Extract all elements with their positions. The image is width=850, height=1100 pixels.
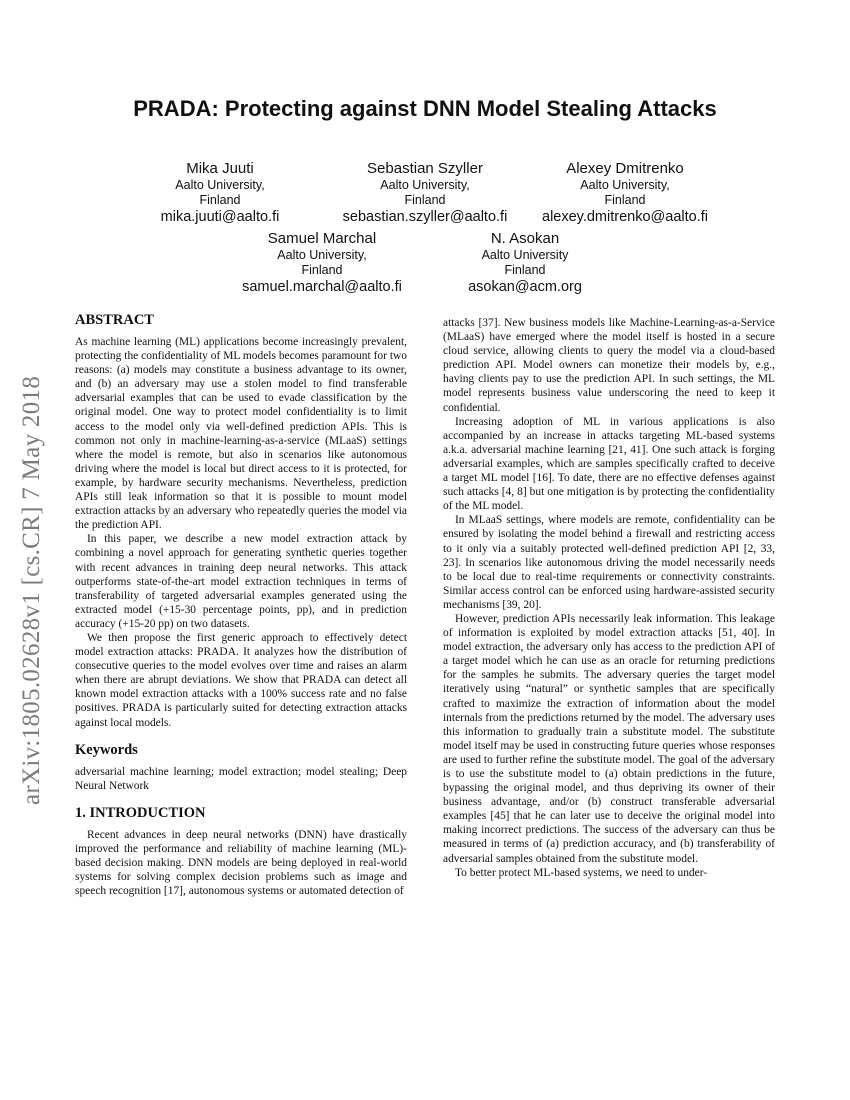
author-name: Sebastian Szyller (367, 160, 483, 177)
author-block (320, 160, 530, 226)
abstract-paragraph: In this paper, we describe a new model extraction attack by combining a novel approach for generating synthetic queries together with recent advances in training deep neural networks. This attack outperforms state-of-the-art model extraction techniques in terms of transferability of targeted adversarial examples generated using the extracted model (+15-30 percentage points, pp), and in prediction accuracy (+15-20 pp) on two datasets. (75, 533, 407, 630)
body-paragraph: Increasing adoption of ML in various applications is also accompanied by an increase in attacks targeting ML-based systems a.k.a. adversarial machine learning [21, 41]. One such attack is forging adversarial examples, which are samples specifically crafted to deceive a target ML model [16]. To date, there are no effective defenses against such attacks [4, 8] but one mitigation is by protecting the confidentiality of the ML model. (443, 415, 775, 513)
author-block (150, 160, 290, 226)
keywords-heading: Keywords (75, 741, 138, 758)
author-email[interactable]: asokan@acm.org (468, 279, 582, 295)
author-name: Alexey Dmitrenko (566, 160, 684, 177)
author-country: Finland (604, 193, 646, 207)
author-email[interactable]: mika.juuti@aalto.fi (160, 209, 280, 225)
author-affiliation: Aalto University, (380, 178, 470, 192)
author-affiliation: Aalto University (481, 248, 569, 262)
author-affiliation: Aalto University, (580, 178, 670, 192)
author-email[interactable]: samuel.marchal@aalto.fi (242, 279, 402, 295)
introduction-paragraph: Recent advances in deep neural networks (DNN) have drastically improved the performance and reliability of machine learning (ML)-based decision making. DNN models are being deployed in real-world systems for solving complex decision problems such as image and speech recognition [17], autonomous systems or automated detection of (75, 828, 407, 898)
author-name: Mika Juuti (186, 160, 254, 177)
right-column (443, 316, 775, 880)
author-block (222, 230, 422, 296)
spacer (75, 730, 407, 742)
author-country: Finland (199, 193, 241, 207)
author-name: Samuel Marchal (267, 230, 377, 247)
author-country: Finland (404, 193, 446, 207)
body-paragraph: To better protect ML-based systems, we need to under- (455, 866, 708, 879)
spacer (75, 793, 407, 805)
introduction-heading: 1. INTRODUCTION (75, 804, 206, 821)
author-affiliation: Aalto University, (277, 248, 367, 262)
left-column (75, 312, 407, 898)
author-name: N. Asokan (490, 230, 560, 247)
author-email[interactable]: sebastian.szyller@aalto.fi (342, 209, 508, 225)
author-affiliation: Aalto University, (175, 178, 265, 192)
body-paragraph: attacks [37]. New business models like Machine-Learning-as-a-Service (MLaaS) have emerged where the model itself is hosted in a secure cloud service, allowing clients to query the model via a cloud-based prediction API. Model owners can monetize their models by, e.g., having clients pay to use the prediction API. In such settings, the ML model represents business value underscoring the need to keep it confidential. (443, 317, 775, 414)
paper-title: PRADA: Protecting against DNN Model Stealing Attacks (133, 96, 717, 121)
abstract-heading: ABSTRACT (75, 312, 154, 328)
author-country: Finland (301, 263, 343, 277)
arxiv-stamp[interactable]: arXiv:1805.02628v1 [cs.CR] 7 May 2018 (18, 375, 45, 805)
body-paragraph: In MLaaS settings, where models are remote, confidentiality can be ensured by isolating the model behind a firewall and restricting access to it only via a suitably protected well-defined prediction API [2, 33, 23]. In scenarios like autonomous driving the model necessarily needs to be local due to real-time requirements or connectivity constraints. Similar access control can be enforced using hardware-assisted security mechanisms [39, 20]. (443, 514, 775, 611)
keywords-text: adversarial machine learning; model extraction; model stealing; Deep Neural Network (75, 765, 407, 792)
abstract-paragraph: As machine learning (ML) applications become increasingly prevalent, protecting the confidentiality of ML models becomes paramount for two reasons: (a) models may constitute a business advantage to its owner, and (b) an adversary may use a stolen model to find transferable adversarial examples that can be used to evade classification by the original model. One way to protect model confidentiality is to limit access to the model only via well-defined prediction APIs. This is common not only in machine-learning-as-a-service (MLaaS) settings where the model is remote, but also in scenarios like autonomous driving where the model is local but direct access to it is protected, for example, by hardware security mechanisms. Nevertheless, prediction APIs still leak information so that it is possible to mount model extraction attacks by an adversary who repeatedly queries the model via the prediction API. (75, 336, 407, 532)
author-country: Finland (504, 263, 546, 277)
author-block (525, 160, 725, 226)
author-block (445, 230, 605, 296)
author-email[interactable]: alexey.dmitrenko@aalto.fi (542, 209, 708, 225)
abstract-paragraph: We then propose the first generic approach to effectively detect model extraction attacks: PRADA. It analyzes how the distribution of consecutive queries to the model evolves over time and raises an alarm when there are abrupt deviations. We show that PRADA can detect all known model extraction attacks with a 100% success rate and no false positives. PRADA is particularly suited for detecting extraction attacks against local models. (75, 631, 407, 729)
body-paragraph: However, prediction APIs necessarily leak information. This leakage of information is exploited by model extraction attacks [51, 40]. In model extraction, the adversary only has access to the prediction API of a target model which he can use as an oracle for returning predictions for the samples he submits. The adversary queries the target model iteratively using “natural” or synthetic samples that are specifically crafted to maximize the extraction of information about the model internals from the predictions returned by the model. The adversary uses this information to gradually train a substitute model. The substitute model itself may be used in constructing future queries whose responses are used to further refine the substitute model. The goal of the adversary is to use the substitute model to (a) obtain predictions in the future, bypassing the original model, and thus depriving its owner of their business advantage, and/or (b) construct transferable adversarial examples [45] that he can later use to deceive the original model into making incorrect predictions. The success of the adversary can thus be measured in terms of (a) prediction accuracy, and (b) transferability of adversarial samples obtained from the substitute model. (443, 612, 775, 865)
